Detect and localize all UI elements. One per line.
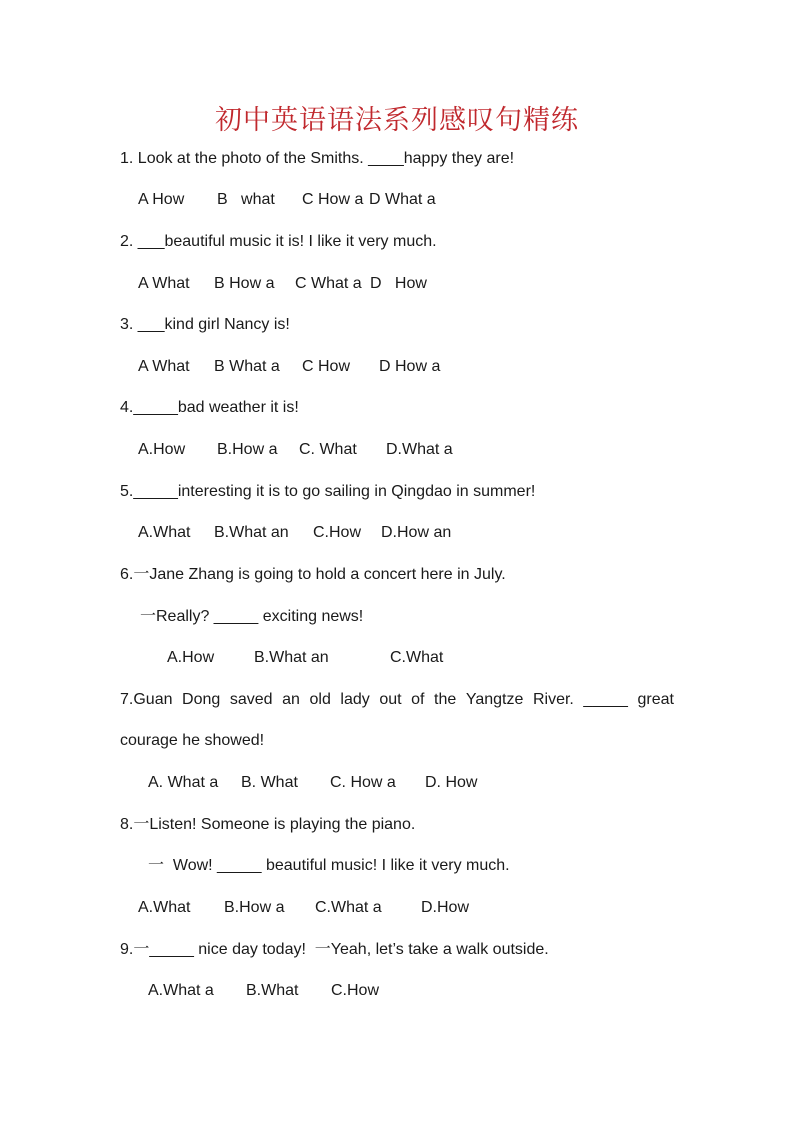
word: the [434,691,457,708]
word: saved [229,691,273,708]
word: 7.Guan [120,691,173,708]
word: great [637,691,674,708]
option-a: A How [138,191,185,208]
option-b: B What a [214,358,280,375]
option-c: C. What [299,441,357,458]
question-7-stem-continued: courage he showed! [120,732,265,749]
question-6-stem: 6.一Jane Zhang is going to hold a concert here in July. [120,566,506,583]
option-d: D.How an [381,524,452,541]
option-b: B. What [241,774,298,791]
option-a: A.What [138,524,191,541]
option-c: C How [302,358,351,375]
word: Dong [182,691,221,708]
option-a: A.What [138,899,191,916]
option-b: B.How a [217,441,278,458]
word: Yangtze [465,691,524,708]
option-a: A What [138,275,190,292]
option-b: B.How a [224,899,285,916]
word: lady [340,691,370,708]
option-a: A. What a [148,774,219,791]
option-b: B.What [246,982,299,999]
option-c: C.What a [315,899,382,916]
option-b: B.What an [254,649,329,666]
option-d: D.How [421,899,470,916]
page-title: 初中英语语法系列感叹句精练 [215,105,579,136]
option-a: A.How [138,441,186,458]
word: River. [532,691,574,708]
word: old [309,691,331,708]
option-d: D. How [425,774,478,791]
word: out [379,691,402,708]
option-c: C.How [331,982,380,999]
word: of [411,691,425,708]
option-b: B.What an [214,524,289,541]
option-c: C.What [390,649,444,666]
question-2-stem: 2. ___beautiful music it is! I like it very much. [120,233,437,250]
option-d: D How a [379,358,441,375]
answer-blank: _____ [583,691,628,708]
option-d: D How [370,275,427,292]
option-c: C.How [313,524,362,541]
question-9-stem: 9.一_____ nice day today! 一Yeah, let’s take a walk outside. [120,941,549,958]
option-d: D.What a [386,441,453,458]
option-a: A.What a [148,982,214,999]
question-5-stem: 5._____interesting it is to go sailing in Qingdao in summer! [120,483,536,500]
question-1-stem: 1. Look at the photo of the Smiths. ____happy they are! [120,150,515,167]
option-c: C What a [295,275,362,292]
option-b: B How a [214,275,275,292]
question-8-reply: 一 Wow! _____ beautiful music! I like it very much. [148,857,510,874]
question-7-stem [120,690,674,710]
word: an [282,691,300,708]
question-6-reply: 一Really? _____ exciting news! [140,608,364,625]
question-4-stem: 4._____bad weather it is! [120,399,299,416]
option-a: A What [138,358,190,375]
option-a: A.How [167,649,215,666]
option-c: C. How a [330,774,396,791]
option-d: D What a [369,191,436,208]
question-8-stem: 8.一Listen! Someone is playing the piano. [120,816,416,833]
question-3-stem: 3. ___kind girl Nancy is! [120,316,290,333]
option-b: B what [217,191,275,208]
option-c: C How a [302,191,364,208]
